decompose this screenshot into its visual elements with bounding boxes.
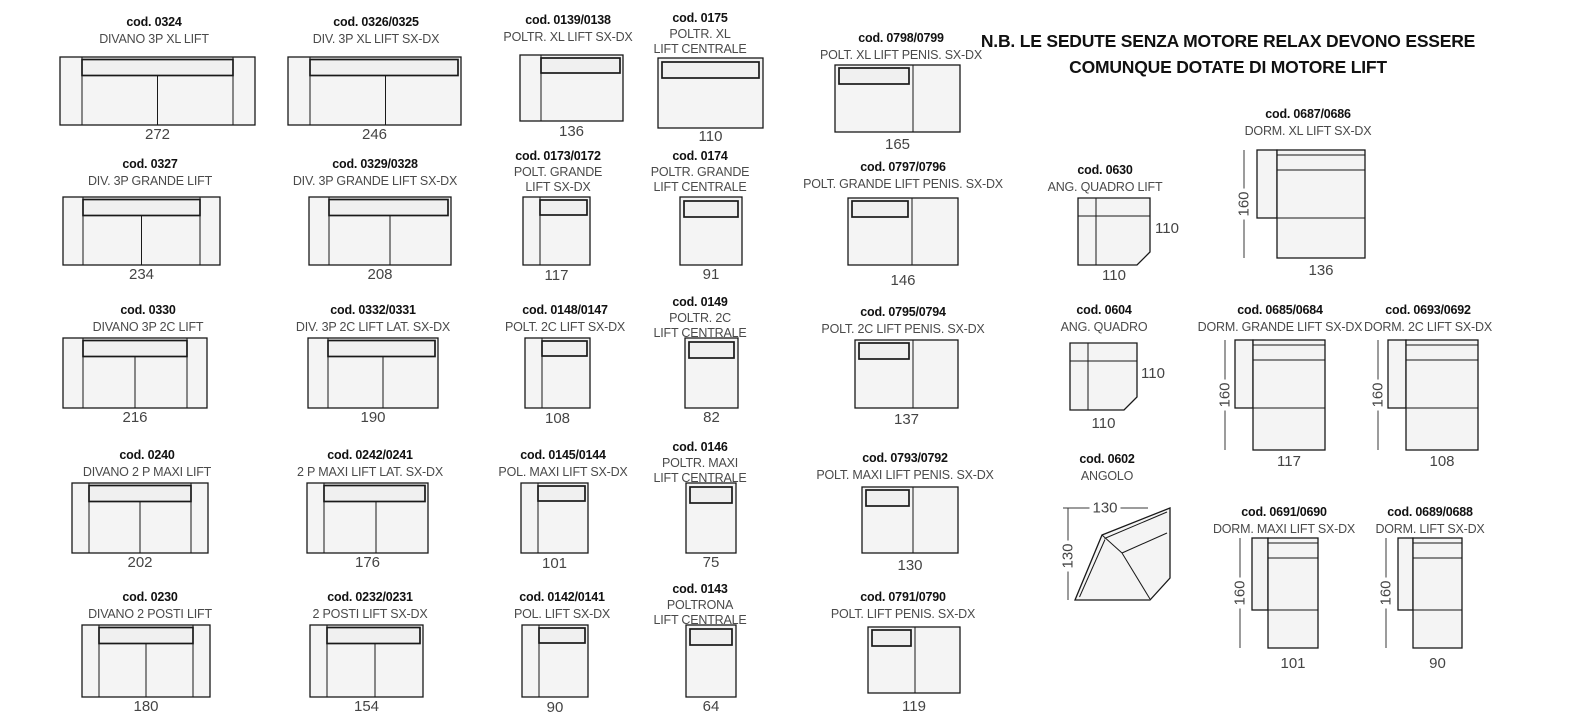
item-width-dim: 90 bbox=[546, 699, 564, 716]
dormeuse-diagram bbox=[1225, 340, 1325, 450]
item-width-dim: 154 bbox=[353, 698, 380, 715]
item-code: cod. 0332/0331 bbox=[330, 303, 416, 317]
dormeuse-diagram bbox=[1386, 538, 1462, 648]
armchair-central-diagram bbox=[686, 483, 736, 553]
item-name: 2 POSTI LIFT SX-DX bbox=[312, 607, 428, 621]
sofa-two-arms-diagram bbox=[72, 483, 208, 553]
sofa-two-arms-diagram bbox=[82, 625, 210, 697]
item-name2: LIFT CENTRALE bbox=[653, 613, 747, 627]
peninsula-diagram bbox=[855, 340, 958, 408]
item-name: POLT. MAXI LIFT PENIS. SX-DX bbox=[816, 468, 994, 482]
item-code: cod. 0142/0141 bbox=[519, 590, 605, 604]
item-code: cod. 0791/0790 bbox=[860, 590, 946, 604]
item-width-dim: 180 bbox=[133, 698, 159, 715]
armchair-left-arm-diagram bbox=[522, 625, 588, 697]
item-name: POLT. 2C LIFT PENIS. SX-DX bbox=[821, 322, 985, 336]
item-code: cod. 0327 bbox=[122, 157, 178, 171]
dormeuse-diagram bbox=[1244, 150, 1365, 258]
item-name: DIV. 3P 2C LIFT LAT. SX-DX bbox=[295, 320, 451, 334]
item-name: DIV. 3P GRANDE LIFT bbox=[87, 174, 213, 188]
item-name: POLTR. 2C bbox=[669, 311, 731, 325]
item-height-dim: 110 bbox=[1141, 365, 1165, 382]
item-width-dim: 136 bbox=[558, 123, 585, 140]
item-code: cod. 0797/0796 bbox=[860, 160, 946, 174]
sofa-left-arm-diagram bbox=[308, 338, 438, 408]
item-code: cod. 0687/0686 bbox=[1265, 107, 1351, 121]
item-width-dim: 110 bbox=[698, 128, 723, 145]
peninsula-diagram bbox=[835, 65, 960, 132]
item-code: cod. 0242/0241 bbox=[327, 448, 413, 462]
item-code: cod. 0685/0684 bbox=[1237, 303, 1323, 317]
armchair-left-arm-diagram bbox=[523, 197, 590, 265]
item-name: ANG. QUADRO LIFT bbox=[1047, 180, 1163, 194]
armchair-left-arm-diagram bbox=[525, 338, 590, 408]
item-width-dim: 176 bbox=[354, 554, 381, 571]
item-name2: LIFT CENTRALE bbox=[653, 180, 747, 194]
item-name: ANGOLO bbox=[1080, 469, 1134, 483]
item-width-dim: 246 bbox=[361, 126, 388, 143]
sofa-left-arm-diagram bbox=[309, 197, 451, 265]
item-name: POLT. LIFT PENIS. SX-DX bbox=[830, 607, 976, 621]
item-width-dim: 101 bbox=[541, 555, 568, 572]
item-height-dim: 110 bbox=[1155, 220, 1179, 237]
item-code: cod. 0793/0792 bbox=[862, 451, 948, 465]
item-name: POLTR. XL bbox=[669, 27, 731, 41]
item-name: DIV. 3P XL LIFT SX-DX bbox=[312, 32, 440, 46]
item-width-dim: 110 bbox=[1091, 415, 1116, 432]
dormeuse-diagram bbox=[1240, 538, 1318, 648]
nb-note bbox=[981, 28, 1475, 80]
item-width-dim: 64 bbox=[702, 698, 720, 715]
item-code: cod. 0324 bbox=[126, 15, 182, 29]
item-width-dim: 202 bbox=[127, 554, 153, 571]
item-code: cod. 0329/0328 bbox=[332, 157, 418, 171]
item-name: DIVANO 3P 2C LIFT bbox=[92, 320, 204, 334]
item-name: POLTR. GRANDE bbox=[650, 165, 750, 179]
nb-note-line2: COMUNQUE DOTATE DI MOTORE LIFT bbox=[1069, 57, 1387, 77]
item-name: DIVANO 3P XL LIFT bbox=[99, 32, 209, 46]
item-code: cod. 0689/0688 bbox=[1387, 505, 1473, 519]
item-name: 2 P MAXI LIFT LAT. SX-DX bbox=[297, 465, 443, 479]
item-code: cod. 0240 bbox=[119, 448, 175, 462]
item-width-dim: 216 bbox=[122, 409, 148, 426]
armchair-central-diagram bbox=[685, 338, 738, 408]
item-code: cod. 0330 bbox=[120, 303, 176, 317]
dormeuse-diagram bbox=[1378, 340, 1478, 450]
item-code: cod. 0148/0147 bbox=[522, 303, 608, 317]
item-width-dim: 272 bbox=[144, 126, 171, 143]
corner-square-diagram bbox=[1078, 198, 1150, 265]
item-width-dim: 101 bbox=[1280, 655, 1306, 672]
item-height-dim: 160 bbox=[1370, 379, 1387, 410]
armchair-central-diagram bbox=[680, 197, 742, 265]
nb-note-line1: N.B. LE SEDUTE SENZA MOTORE RELAX DEVONO ESSERE bbox=[980, 31, 1476, 51]
item-name: DORM. LIFT SX-DX bbox=[1375, 522, 1485, 536]
item-name: DORM. MAXI LIFT SX-DX bbox=[1212, 522, 1356, 536]
item-width-dim: 137 bbox=[893, 411, 920, 428]
item-name2: LIFT CENTRALE bbox=[653, 471, 747, 485]
item-code: cod. 0602 bbox=[1079, 452, 1135, 466]
item-width-dim: 234 bbox=[128, 266, 155, 283]
item-name: POLT. GRANDE bbox=[513, 165, 603, 179]
armchair-left-arm-diagram bbox=[521, 483, 588, 553]
item-height-dim: 160 bbox=[1236, 188, 1253, 219]
armchair-left-arm-diagram bbox=[520, 55, 623, 121]
peninsula-diagram bbox=[868, 627, 960, 693]
item-width-dim: 136 bbox=[1308, 262, 1334, 279]
sofa-left-arm-diagram bbox=[288, 57, 461, 125]
item-name: DORM. GRANDE LIFT SX-DX bbox=[1197, 320, 1363, 334]
item-width-dim: 117 bbox=[544, 267, 569, 284]
item-name: POLT. XL LIFT PENIS. SX-DX bbox=[820, 48, 982, 62]
item-code: cod. 0146 bbox=[672, 440, 728, 454]
item-name: POLTR. XL LIFT SX-DX bbox=[503, 30, 633, 44]
sofa-two-arms-diagram bbox=[63, 197, 220, 265]
item-code: cod. 0139/0138 bbox=[525, 13, 611, 27]
item-name: POL. LIFT SX-DX bbox=[513, 607, 611, 621]
armchair-central-diagram bbox=[658, 58, 763, 128]
peninsula-diagram bbox=[848, 198, 958, 265]
item-name: POLT. GRANDE LIFT PENIS. SX-DX bbox=[803, 177, 1003, 191]
sofa-left-arm-diagram bbox=[310, 625, 423, 697]
item-code: cod. 0691/0690 bbox=[1241, 505, 1327, 519]
item-code: cod. 0175 bbox=[672, 11, 728, 25]
item-code: cod. 0230 bbox=[122, 590, 178, 604]
item-width-dim: 108 bbox=[1429, 453, 1455, 470]
item-code: cod. 0173/0172 bbox=[515, 149, 601, 163]
item-width-dim: 130 bbox=[1089, 501, 1120, 516]
item-name2: LIFT SX-DX bbox=[525, 180, 591, 194]
item-name: DIV. 3P GRANDE LIFT SX-DX bbox=[292, 174, 458, 188]
item-width-dim: 130 bbox=[897, 557, 923, 574]
peninsula-diagram bbox=[862, 487, 958, 553]
item-code: cod. 0604 bbox=[1076, 303, 1132, 317]
item-name2: LIFT CENTRALE bbox=[653, 42, 747, 56]
item-code: cod. 0145/0144 bbox=[520, 448, 606, 462]
armchair-central-diagram bbox=[686, 625, 736, 697]
item-name: DIVANO 2 P MAXI LIFT bbox=[82, 465, 212, 479]
sofa-left-arm-diagram bbox=[307, 483, 428, 553]
item-name: DORM. 2C LIFT SX-DX bbox=[1364, 320, 1492, 334]
item-height-dim: 160 bbox=[1378, 577, 1395, 608]
item-width-dim: 82 bbox=[703, 409, 720, 426]
item-width-dim: 90 bbox=[1429, 655, 1446, 672]
item-name: POLTRONA bbox=[666, 598, 734, 612]
item-width-dim: 75 bbox=[702, 554, 720, 571]
item-code: cod. 0174 bbox=[672, 149, 728, 163]
item-name: POL. MAXI LIFT SX-DX bbox=[498, 465, 628, 479]
item-width-dim: 119 bbox=[902, 698, 926, 715]
item-width-dim: 117 bbox=[1277, 453, 1301, 470]
item-width-dim: 208 bbox=[367, 266, 393, 283]
item-code: cod. 0798/0799 bbox=[858, 31, 944, 45]
corner-wedge-diagram bbox=[1063, 508, 1170, 600]
item-height-dim: 130 bbox=[1060, 540, 1077, 571]
sofa-two-arms-diagram bbox=[60, 57, 255, 125]
item-name: POLT. 2C LIFT SX-DX bbox=[504, 320, 626, 334]
item-width-dim: 91 bbox=[702, 266, 720, 283]
item-name: ANG. QUADRO bbox=[1060, 320, 1148, 334]
item-height-dim: 160 bbox=[1217, 379, 1234, 410]
corner-square-diagram bbox=[1070, 343, 1137, 410]
item-height-dim: 160 bbox=[1232, 577, 1249, 608]
item-code: cod. 0149 bbox=[672, 295, 728, 309]
sofa-two-arms-diagram bbox=[63, 338, 207, 408]
item-code: cod. 0693/0692 bbox=[1385, 303, 1471, 317]
item-width-dim: 108 bbox=[544, 410, 571, 427]
item-width-dim: 146 bbox=[890, 272, 916, 289]
item-width-dim: 165 bbox=[884, 136, 911, 153]
item-code: cod. 0232/0231 bbox=[327, 590, 413, 604]
item-name: POLTR. MAXI bbox=[661, 456, 739, 470]
item-width-dim: 110 bbox=[1102, 267, 1126, 284]
item-name: DIVANO 2 POSTI LIFT bbox=[88, 607, 212, 621]
item-code: cod. 0795/0794 bbox=[860, 305, 946, 319]
item-code: cod. 0326/0325 bbox=[333, 15, 419, 29]
item-name: DORM. XL LIFT SX-DX bbox=[1244, 124, 1372, 138]
item-code: cod. 0630 bbox=[1077, 163, 1133, 177]
item-width-dim: 190 bbox=[360, 409, 386, 426]
item-code: cod. 0143 bbox=[672, 582, 728, 596]
item-name2: LIFT CENTRALE bbox=[653, 326, 747, 340]
